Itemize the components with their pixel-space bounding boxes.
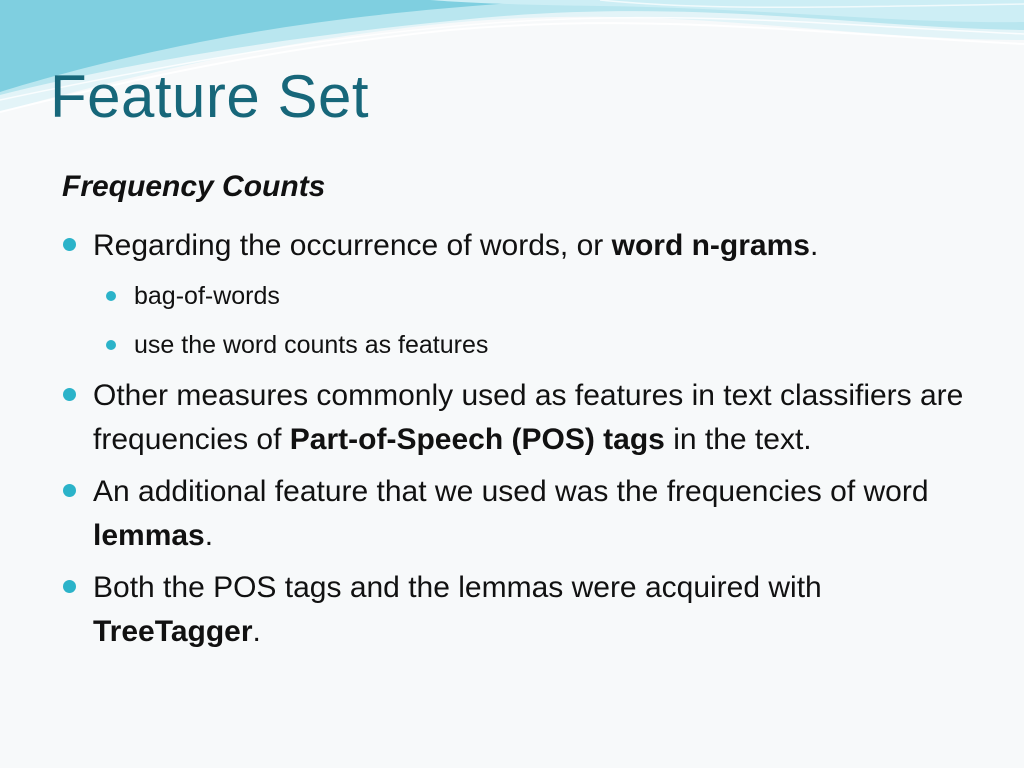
bullet-text-end: . xyxy=(252,615,261,648)
bullet-text-end: . xyxy=(204,519,214,552)
bullet-item xyxy=(60,470,980,558)
bullet-list xyxy=(60,224,980,662)
bullet-emphasis: Part-of-Speech (POS) tags xyxy=(289,423,665,456)
sub-bullet-item xyxy=(60,276,980,316)
bullet-emphasis: lemmas xyxy=(93,519,205,552)
sub-bullet-item xyxy=(60,325,980,365)
bullet-item xyxy=(60,374,980,462)
bullet-text: Both the POS tags and the lemmas were acquired with xyxy=(93,571,822,604)
bullet-emphasis: TreeTagger xyxy=(93,615,253,648)
bullet-dot-icon xyxy=(63,388,76,401)
bullet-text: bag-of-words xyxy=(134,282,280,310)
bullet-emphasis: word n-grams xyxy=(611,229,810,262)
bullet-text-end: . xyxy=(809,229,819,262)
section-subtitle: Frequency Counts xyxy=(62,170,326,203)
bullet-text: use the word counts as features xyxy=(134,331,489,359)
bullet-dot-icon xyxy=(63,484,76,497)
bullet-text: An additional feature that we used was the frequencies of word xyxy=(93,475,929,508)
bullet-text-end: in the text. xyxy=(664,423,812,456)
bullet-text: Regarding the occurrence of words, or xyxy=(93,229,612,262)
slide-title: Feature Set xyxy=(50,63,370,130)
bullet-dot-icon xyxy=(63,238,76,251)
bullet-dot-icon xyxy=(106,340,116,350)
bullet-dot-icon xyxy=(106,291,116,301)
bullet-item xyxy=(60,224,980,268)
bullet-dot-icon xyxy=(63,580,76,593)
bullet-text: Other measures commonly used as features in text classifiers are frequencies of xyxy=(93,379,964,456)
bullet-item xyxy=(60,566,980,654)
